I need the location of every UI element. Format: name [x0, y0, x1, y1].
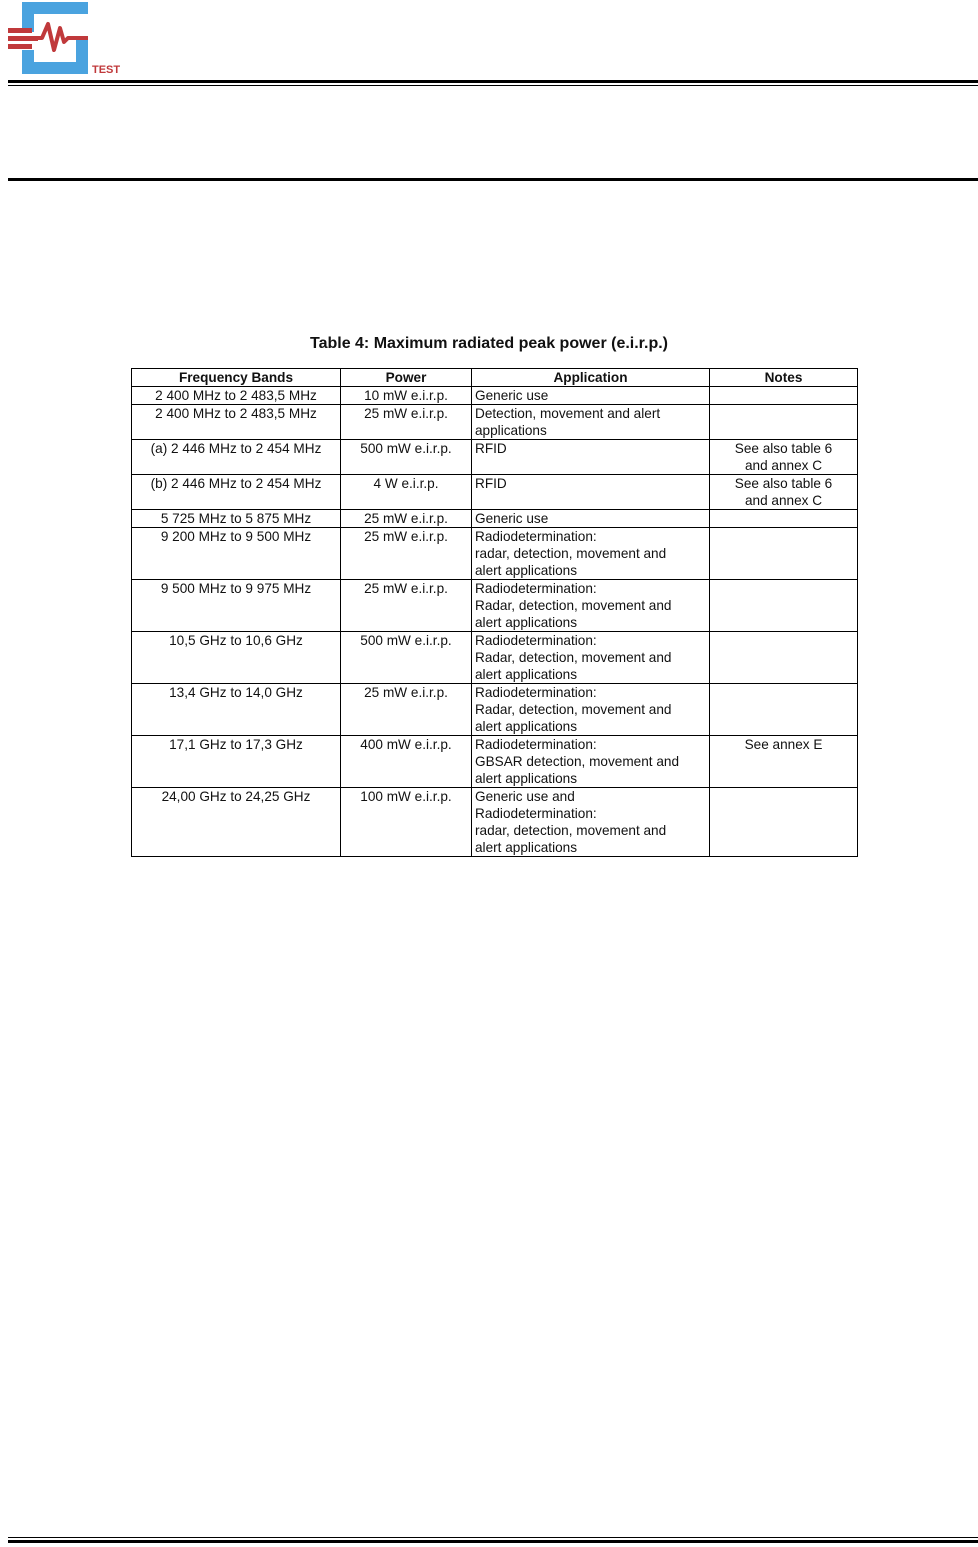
table-header-row	[132, 369, 858, 387]
cell-notes	[710, 510, 858, 528]
application-line: radar, detection, movement and	[475, 823, 667, 838]
application-line: Radiodetermination:	[475, 581, 597, 596]
cell-frequency-band: 9 200 MHz to 9 500 MHz	[132, 528, 341, 580]
cell-application	[472, 475, 710, 510]
table-row	[132, 405, 858, 440]
cell-application	[472, 528, 710, 580]
cell-power: 10 mW e.i.r.p.	[341, 387, 472, 405]
cell-notes	[710, 528, 858, 580]
header-frequency-bands: Frequency Bands	[132, 369, 341, 387]
table-row	[132, 387, 858, 405]
cell-frequency-band: 13,4 GHz to 14,0 GHz	[132, 684, 341, 736]
cell-application	[472, 405, 710, 440]
cell-power: 500 mW e.i.r.p.	[341, 440, 472, 475]
application-line: applications	[475, 423, 547, 438]
cell-application	[472, 632, 710, 684]
application-line: alert applications	[475, 615, 578, 630]
cell-power: 4 W e.i.r.p.	[341, 475, 472, 510]
cell-power: 25 mW e.i.r.p.	[341, 510, 472, 528]
table-row	[132, 632, 858, 684]
cell-notes	[710, 684, 858, 736]
cell-frequency-band: 24,00 GHz to 24,25 GHz	[132, 788, 341, 857]
application-line: radar, detection, movement and	[475, 546, 667, 561]
logo-text: TEST	[92, 64, 121, 76]
cell-notes	[710, 387, 858, 405]
cell-notes	[710, 440, 858, 475]
section-rule	[8, 178, 978, 181]
cell-power: 25 mW e.i.r.p.	[341, 580, 472, 632]
cell-power: 500 mW e.i.r.p.	[341, 632, 472, 684]
cell-application	[472, 387, 710, 405]
power-table	[131, 368, 858, 857]
cell-application	[472, 510, 710, 528]
cell-power: 100 mW e.i.r.p.	[341, 788, 472, 857]
header-rule-thick	[8, 80, 978, 83]
cell-notes	[710, 736, 858, 788]
table-body	[132, 387, 858, 857]
cell-frequency-band: 9 500 MHz to 9 975 MHz	[132, 580, 341, 632]
cell-frequency-band: 5 725 MHz to 5 875 MHz	[132, 510, 341, 528]
table-row	[132, 440, 858, 475]
cell-frequency-band: (b) 2 446 MHz to 2 454 MHz	[132, 475, 341, 510]
application-line: alert applications	[475, 719, 578, 734]
application-line: alert applications	[475, 667, 578, 682]
cell-application	[472, 440, 710, 475]
cell-power: 25 mW e.i.r.p.	[341, 684, 472, 736]
cell-frequency-band: 2 400 MHz to 2 483,5 MHz	[132, 405, 341, 440]
cell-power: 25 mW e.i.r.p.	[341, 528, 472, 580]
cell-power: 400 mW e.i.r.p.	[341, 736, 472, 788]
cell-application	[472, 684, 710, 736]
cell-notes	[710, 788, 858, 857]
application-line: alert applications	[475, 840, 578, 855]
table-row	[132, 475, 858, 510]
application-line: Radar, detection, movement and	[475, 598, 672, 613]
application-line: GBSAR detection, movement and	[475, 754, 680, 769]
cell-notes	[710, 475, 858, 510]
table-row	[132, 580, 858, 632]
table-row	[132, 736, 858, 788]
footer-rule-thick	[8, 1540, 978, 1543]
header-notes: Notes	[710, 369, 858, 387]
application-line: Generic use and	[475, 789, 575, 804]
application-line: Radiodetermination:	[475, 806, 597, 821]
company-logo	[8, 2, 132, 76]
header-rule-thin	[8, 85, 978, 86]
table-row	[132, 684, 858, 736]
application-line: Radar, detection, movement and	[475, 702, 672, 717]
table-row	[132, 528, 858, 580]
cell-notes	[710, 405, 858, 440]
application-line: Radiodetermination:	[475, 737, 597, 752]
application-line: Generic use	[475, 511, 549, 526]
application-line: Detection, movement and alert	[475, 406, 661, 421]
notes-line: See also table 6	[734, 476, 833, 491]
cell-frequency-band: 17,1 GHz to 17,3 GHz	[132, 736, 341, 788]
footer-rule-thin	[8, 1537, 978, 1538]
cell-application	[472, 736, 710, 788]
header-application: Application	[472, 369, 710, 387]
application-line: RFID	[475, 476, 507, 491]
header-power: Power	[341, 369, 472, 387]
application-line: Radiodetermination:	[475, 633, 597, 648]
application-line: Radiodetermination:	[475, 529, 597, 544]
application-line: alert applications	[475, 563, 578, 578]
application-line: Radiodetermination:	[475, 685, 597, 700]
cell-application	[472, 788, 710, 857]
table-row	[132, 510, 858, 528]
notes-line: See also table 6	[734, 441, 833, 456]
table-row	[132, 788, 858, 857]
table-title: Table 4: Maximum radiated peak power (e.i.r.p.)	[309, 335, 669, 352]
cell-frequency-band: 2 400 MHz to 2 483,5 MHz	[132, 387, 341, 405]
notes-line: and annex C	[744, 458, 823, 473]
cell-notes	[710, 632, 858, 684]
notes-line: See annex E	[744, 737, 823, 752]
cell-application	[472, 580, 710, 632]
application-line: Generic use	[475, 388, 549, 403]
notes-line: and annex C	[744, 493, 823, 508]
cell-frequency-band: (a) 2 446 MHz to 2 454 MHz	[132, 440, 341, 475]
application-line: alert applications	[475, 771, 578, 786]
application-line: RFID	[475, 441, 507, 456]
cell-frequency-band: 10,5 GHz to 10,6 GHz	[132, 632, 341, 684]
cell-power: 25 mW e.i.r.p.	[341, 405, 472, 440]
cell-notes	[710, 580, 858, 632]
application-line: Radar, detection, movement and	[475, 650, 672, 665]
